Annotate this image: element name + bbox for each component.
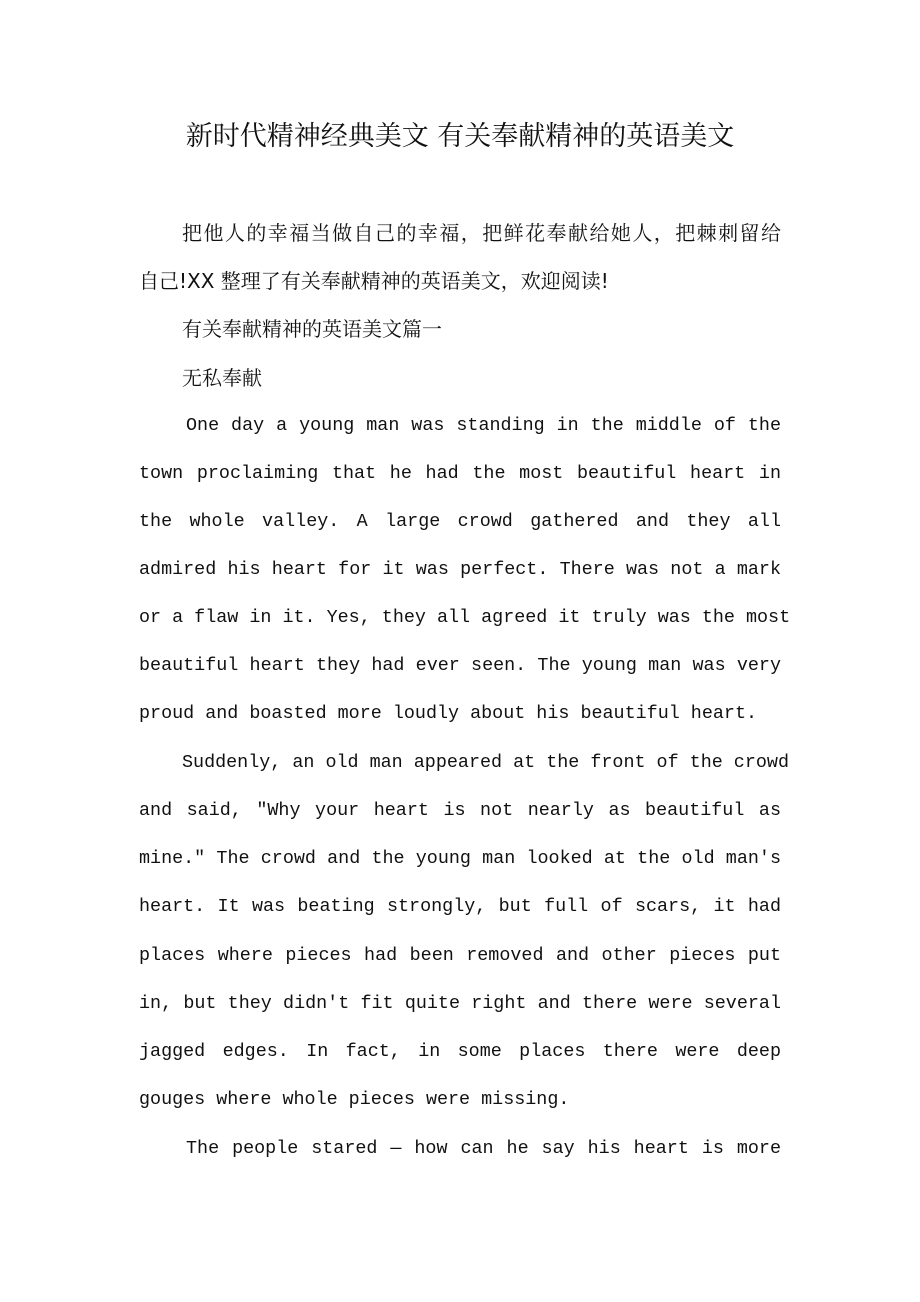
paragraph-line: mine." The crowd and the young man looked at the old man's: [139, 848, 781, 869]
paragraph-line: proud and boasted more loudly about his beautiful heart.: [139, 703, 758, 724]
paragraph-line: beautiful heart they had ever seen. The young man was very: [139, 655, 781, 676]
paragraph-line: town proclaiming that he had the most beautiful heart in: [139, 463, 781, 484]
intro-line: 自己!XX 整理了有关奉献精神的英语美文，欢迎阅读!: [139, 269, 609, 293]
story-title: 无私奉献: [182, 366, 262, 390]
section-heading: 有关奉献精神的英语美文篇一: [182, 317, 442, 341]
paragraph-line: Suddenly, an old man appeared at the front of the crowd: [182, 752, 789, 773]
paragraph-line: One day a young man was standing in the middle of the: [186, 415, 781, 436]
paragraph-line: gouges where whole pieces were missing.: [139, 1089, 570, 1110]
paragraph-line: places where pieces had been removed and other pieces put: [139, 945, 781, 966]
paragraph-line: jagged edges. In fact, in some places there were deep: [139, 1041, 781, 1062]
paragraph-line: the whole valley. A large crowd gathered and they all: [139, 511, 781, 532]
paragraph-line: admired his heart for it was perfect. There was not a mark: [139, 559, 781, 580]
paragraph-line: heart. It was beating strongly, but full of scars, it had: [139, 896, 781, 917]
paragraph-line: in, but they didn't fit quite right and there were several: [139, 993, 781, 1014]
page-title: 新时代精神经典美文 有关奉献精神的英语美文: [185, 121, 735, 152]
intro-line: 把他人的幸福当做自己的幸福，把鲜花奉献给她人，把棘刺留给: [182, 221, 781, 245]
paragraph-line: The people stared — how can he say his heart is more: [186, 1138, 781, 1159]
paragraph-line: or a flaw in it. Yes, they all agreed it truly was the most: [139, 607, 791, 628]
paragraph-line: and said, "Why your heart is not nearly as beautiful as: [139, 800, 781, 821]
